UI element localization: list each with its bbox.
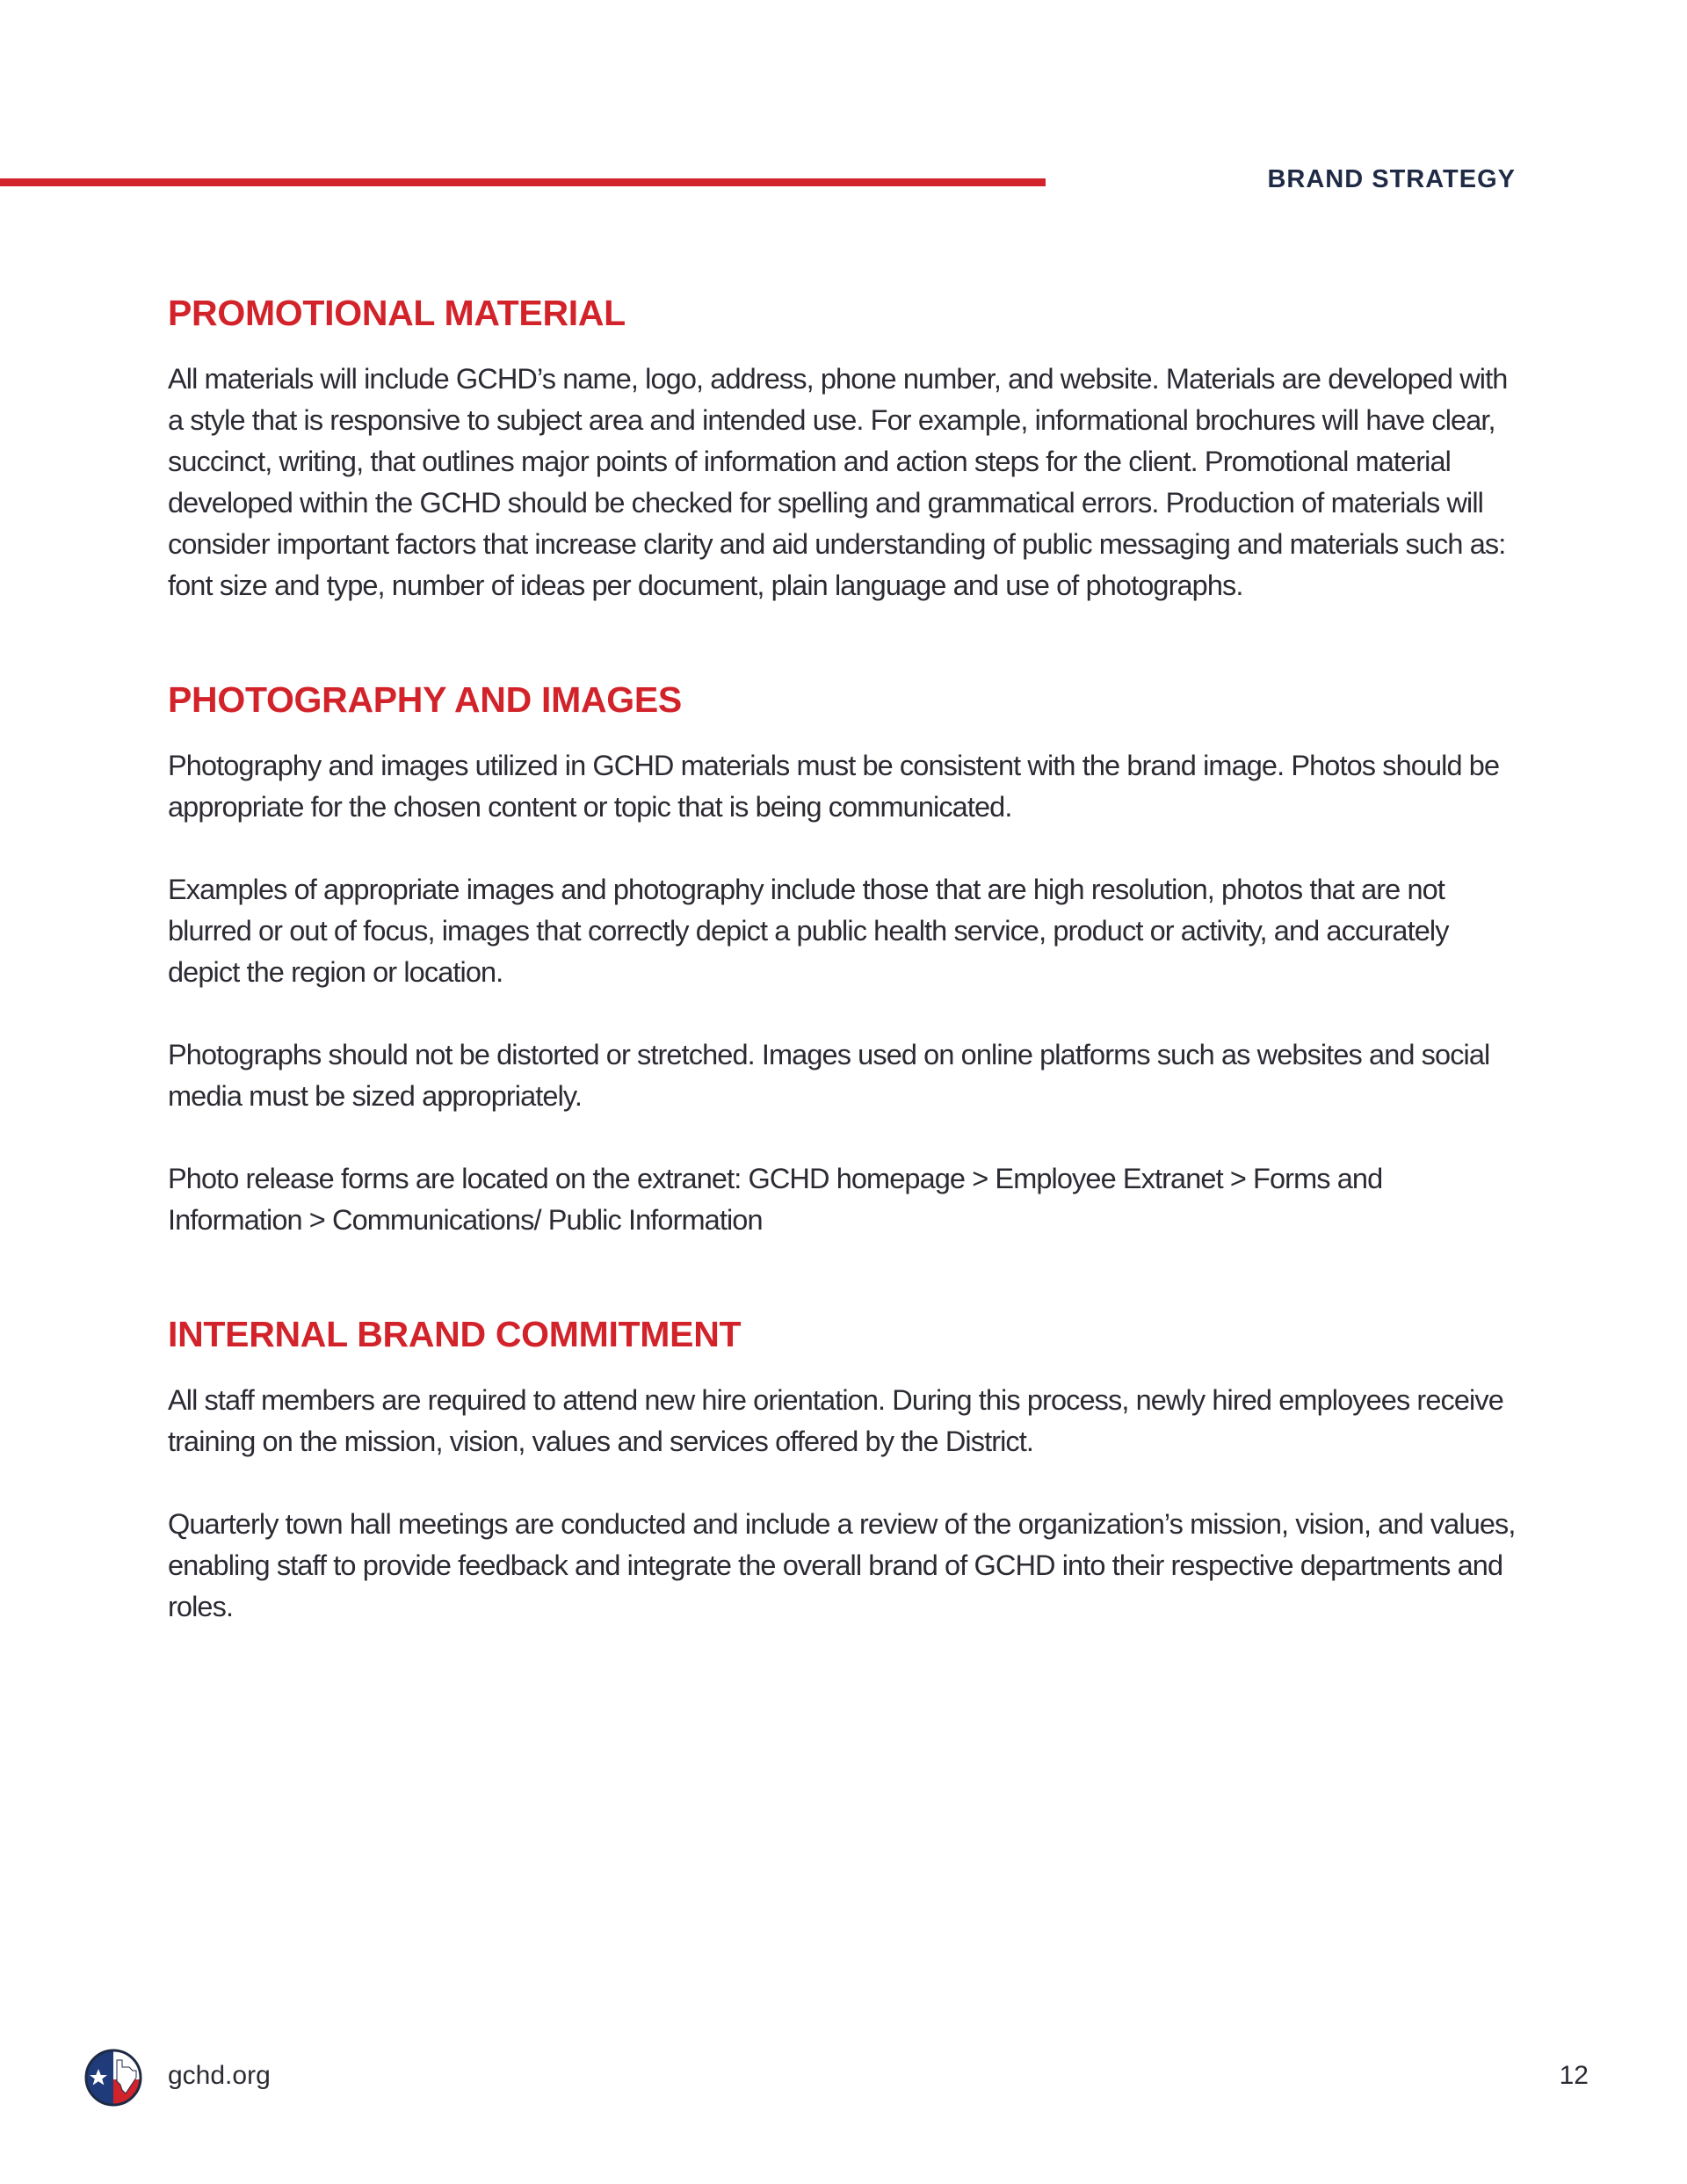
section-header-label: BRAND STRATEGY <box>1267 165 1516 193</box>
page-content <box>168 290 1521 1628</box>
footer-website-url: gchd.org <box>168 2061 271 2090</box>
paragraph: Quarterly town hall meetings are conducted and include a review of the organization’s mission, vision, and values, enabling staff to provide feedback and integrate the overall brand of GCHD into their respective departments and roles. <box>168 1508 1516 1622</box>
paragraph: Photography and images utilized in GCHD materials must be consistent with the brand image. Photos should be appropriate for the chosen content or topic that is being communicated. <box>168 750 1500 823</box>
section-promotional-material <box>168 290 1521 606</box>
page-number: 12 <box>1559 2061 1589 2090</box>
gchd-logo-icon <box>83 2048 143 2108</box>
paragraph: Examples of appropriate images and photography include those that are high resolution, photos that are not blurred or out of focus, images that correctly depict a public health service, product or activity, and accurately depict the region or location. <box>168 874 1449 988</box>
section-photography-and-images <box>168 677 1521 1241</box>
section-title: PHOTOGRAPHY AND IMAGES <box>168 679 682 720</box>
section-internal-brand-commitment <box>168 1311 1521 1628</box>
section-title: INTERNAL BRAND COMMITMENT <box>168 1314 742 1354</box>
paragraph: Photo release forms are located on the extranet: GCHD homepage > Employee Extranet > Forms and Information > Communications/ Public Information <box>168 1163 1383 1236</box>
paragraph: Photographs should not be distorted or stretched. Images used on online platforms such as websites and social media must be sized appropriately. <box>168 1039 1490 1112</box>
paragraph: All staff members are required to attend new hire orientation. During this process, newly hired employees receive training on the mission, vision, values and services offered by the District. <box>168 1384 1503 1457</box>
section-title: PROMOTIONAL MATERIAL <box>168 293 626 333</box>
header-rule <box>0 178 1046 186</box>
paragraph: All materials will include GCHD’s name, logo, address, phone number, and website. Materials are developed with a style that is responsive to subject area and intended use. For example, informational brochures will have clear, succinct, writing, that outlines major points of information and action steps for the client. Promotional material developed within the GCHD should be checked for spelling and grammatical errors. Production of materials will consider important factors that increase clarity and aid understanding of public messaging and materials such as: font size and type, number of ideas per document, plain language and use of photographs. <box>168 363 1508 601</box>
